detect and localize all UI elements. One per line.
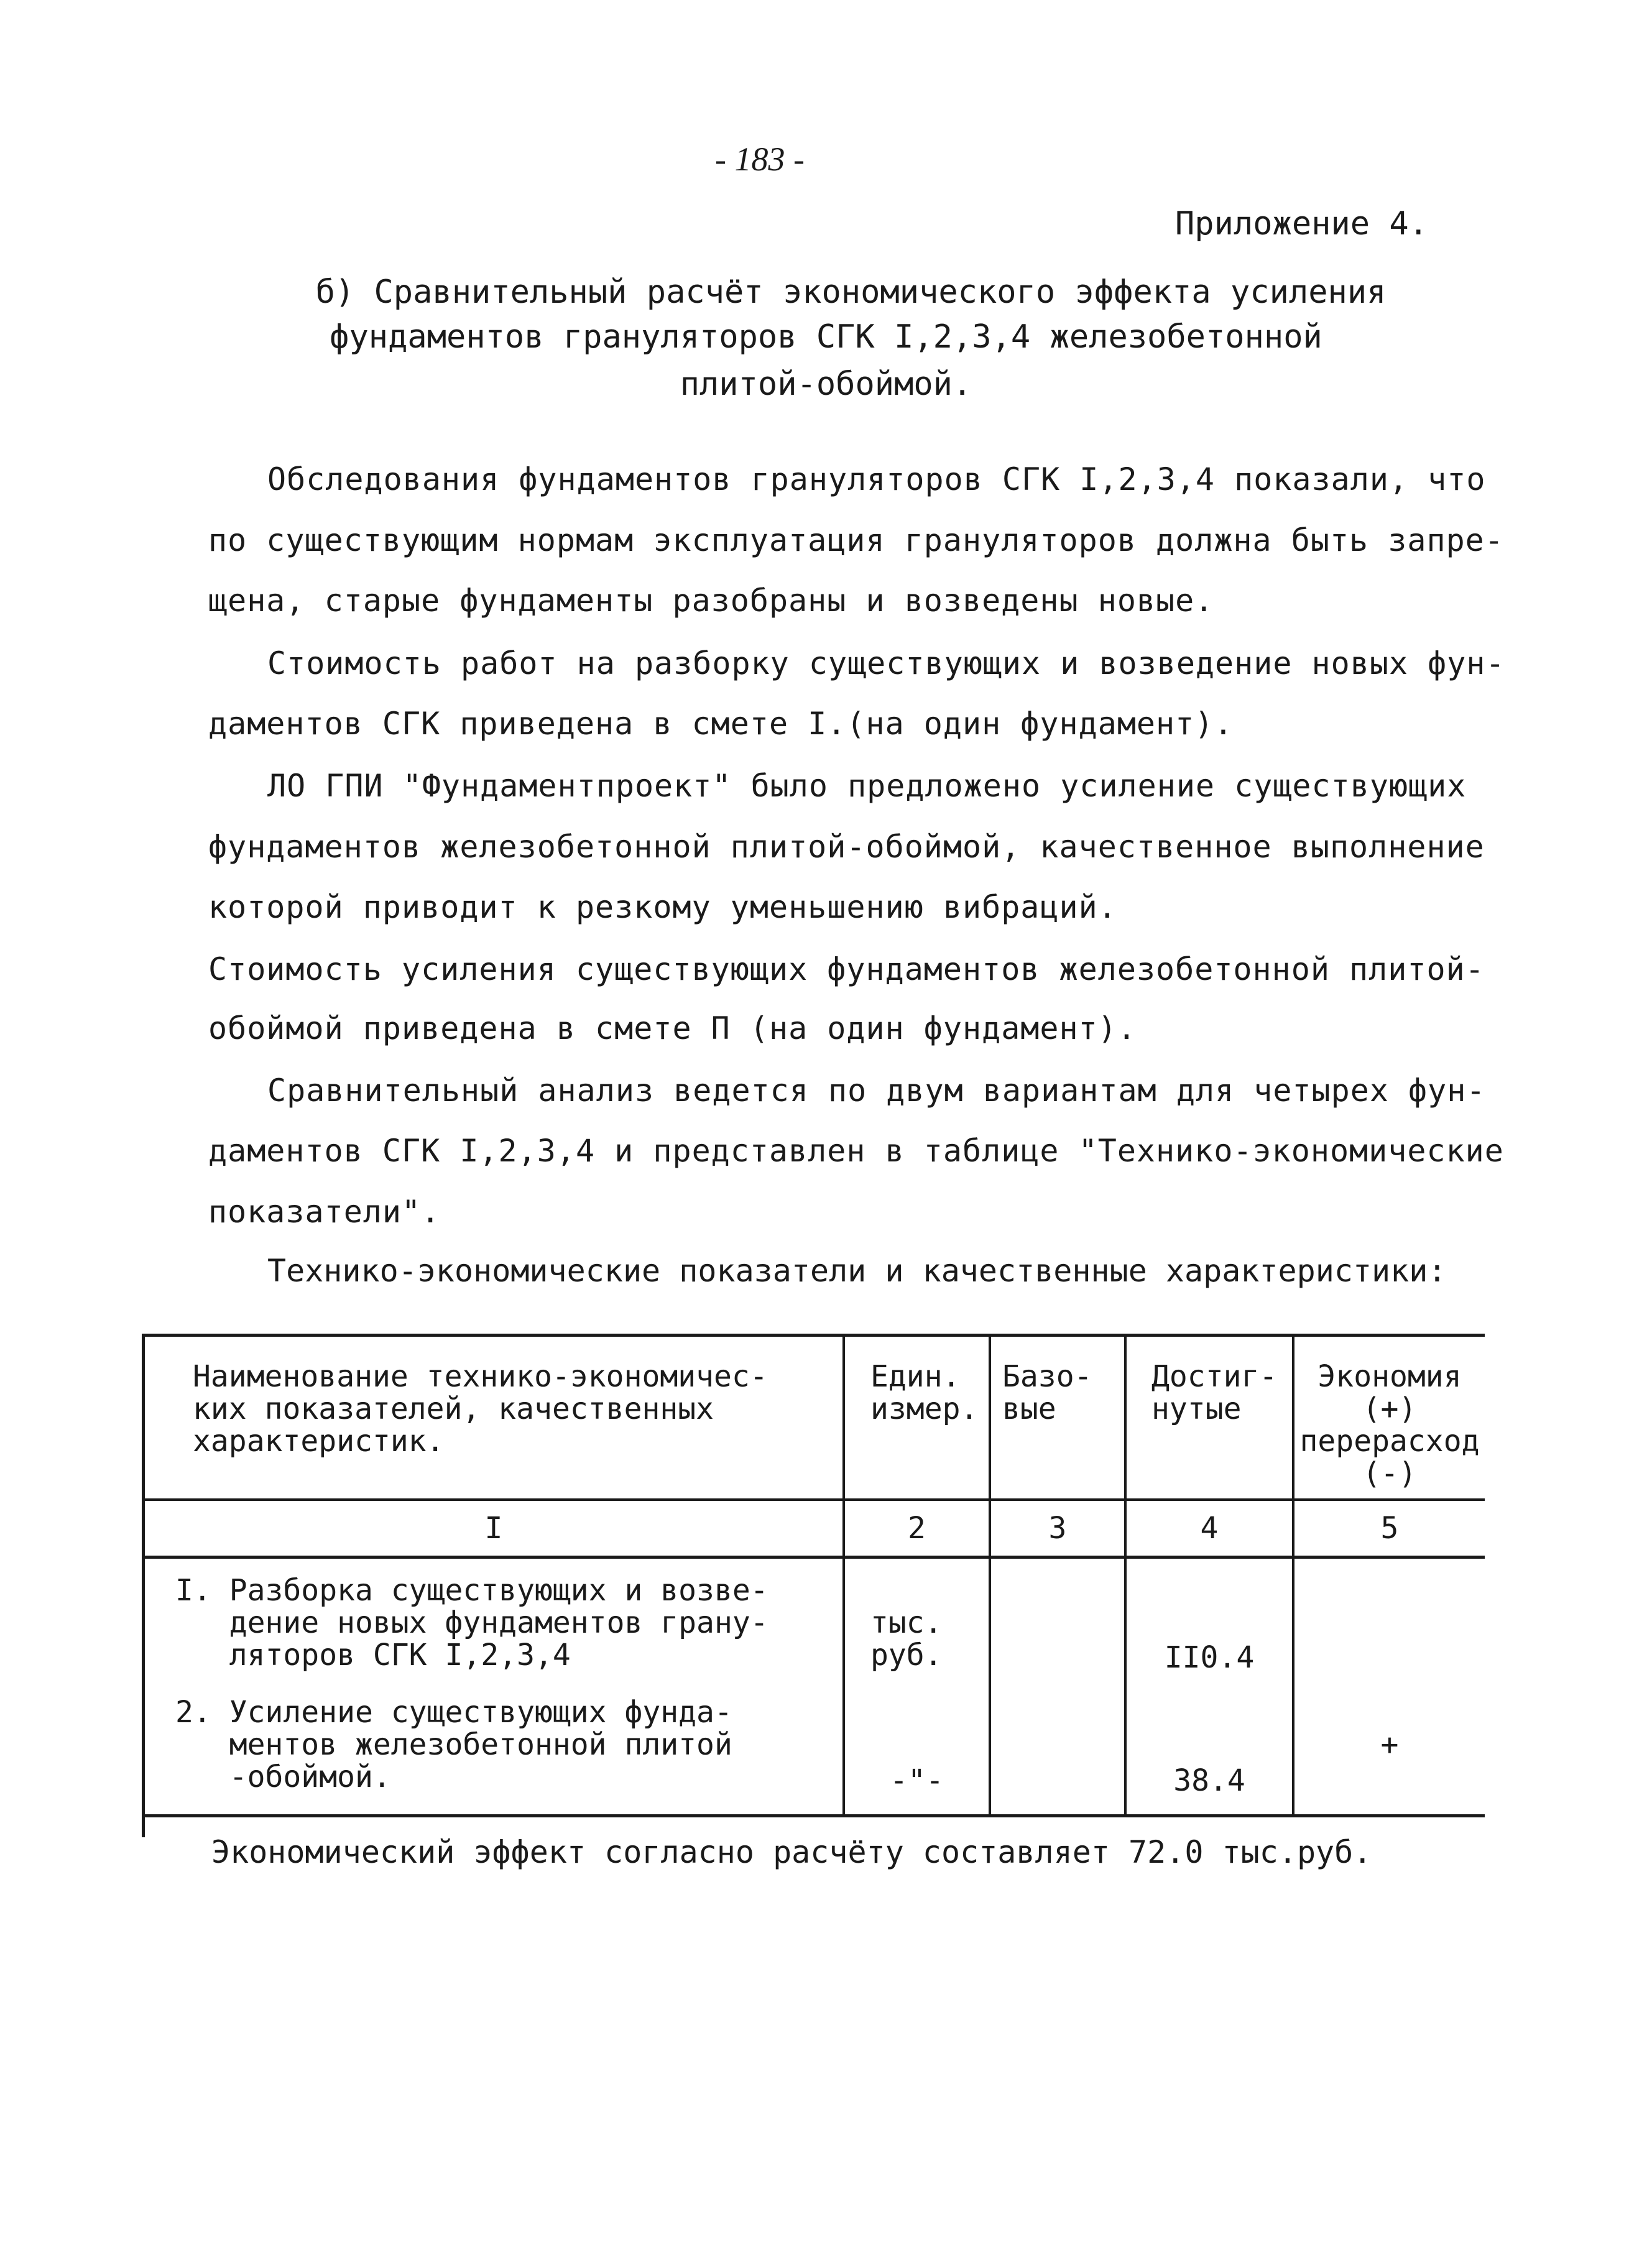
body-line: по существующим нормам эксплуатация грануляторов должна быть запре-: [208, 522, 1504, 558]
col-number-4: 4: [1200, 1511, 1219, 1546]
body-line: Стоимость усиления существующих фундаментов железобетонной плитой-: [208, 951, 1485, 987]
body-line: которой приводит к резкому уменьшению вибраций.: [208, 889, 1117, 925]
row-2-achieved: 38.4: [1173, 1763, 1245, 1798]
table-col-divider: [989, 1334, 991, 1817]
body-line: даментов СГК I,2,3,4 и представлен в таблице "Технико-экономические: [208, 1133, 1504, 1169]
header-economy: Экономия (+) перерасход (-): [1299, 1359, 1480, 1491]
body-line: Обследования фундаментов грануляторов СГК I,2,3,4 показали, что: [267, 461, 1486, 497]
col-number-2: 2: [908, 1511, 926, 1546]
row-2-economy: +: [1380, 1727, 1399, 1762]
header-unit: Един. измер.: [870, 1359, 979, 1426]
body-line: показатели".: [208, 1194, 441, 1230]
body-line: щена, старые фундаменты разобраны и возведены новые.: [208, 583, 1214, 619]
table-col-divider: [842, 1334, 845, 1817]
col-number-5: 5: [1380, 1511, 1399, 1546]
body-line: ЛО ГПИ "Фундаментпроект" было предложено усиление существующих: [267, 768, 1467, 804]
body-line: Сравнительный анализ ведется по двум вариантам для четырех фун-: [267, 1073, 1486, 1109]
row-1-unit: тыс. руб.: [870, 1605, 943, 1673]
table-col-divider: [1124, 1334, 1127, 1817]
page-number: - 183 -: [715, 141, 805, 178]
header-base: Базо- вые: [1002, 1359, 1092, 1426]
row-2-name: 2. Усиление существующих фунда- ментов железобетонной плитой -обоймой.: [175, 1695, 732, 1794]
table-top-border: [142, 1334, 1485, 1337]
row-1-name: I. Разборка существующих и возве- дение новых фундаментов грану- ляторов СГК I,2,3,4: [175, 1573, 768, 1673]
header-achieved: Достиг- нутые: [1151, 1359, 1278, 1426]
title-line-3: плитой-обоймой.: [680, 366, 972, 403]
row-1-achieved: II0.4: [1164, 1640, 1255, 1675]
table-header-divider: [142, 1498, 1485, 1501]
economic-effect-summary: Экономический эффект согласно расчёту составляет 72.0 тыс.руб.: [211, 1834, 1372, 1870]
body-line: Стоимость работ на разборку существующих и возведение новых фун-: [267, 645, 1505, 681]
title-line-2: фундаментов грануляторов СГК I,2,3,4 железобетонной: [330, 318, 1322, 356]
body-line: фундаментов железобетонной плитой-обоймой, качественное выполнение: [208, 829, 1485, 865]
appendix-label: Приложение 4.: [1175, 205, 1428, 242]
col-number-3: 3: [1048, 1511, 1067, 1546]
row-2-unit: -"-: [890, 1763, 944, 1798]
table-number-divider: [142, 1556, 1485, 1559]
title-line-1: б) Сравнительный расчёт экономического эффекта усиления: [315, 274, 1387, 311]
col-number-1: I: [484, 1511, 503, 1546]
body-line: обоймой приведена в смете П (на один фундамент).: [208, 1010, 1137, 1046]
table-bottom-border: [142, 1814, 1485, 1817]
table-caption: Технико-экономические показатели и качественные характеристики:: [267, 1253, 1447, 1289]
table-left-border: [142, 1334, 145, 1837]
body-line: даментов СГК приведена в смете I.(на один фундамент).: [208, 706, 1234, 742]
header-indicator-name: Наименование технико-экономичес- ких показателей, качественных характеристик.: [193, 1359, 768, 1459]
